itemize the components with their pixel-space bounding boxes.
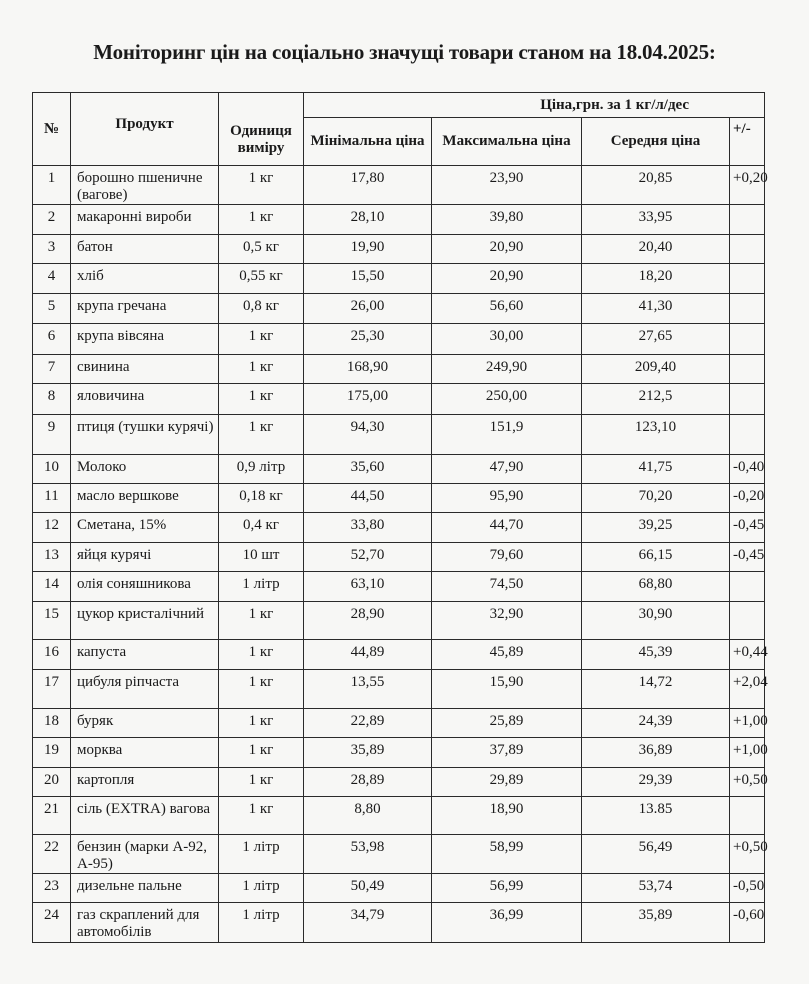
product-name-cell: буряк [71,709,219,738]
table-row [33,415,765,455]
header-unit: Одиниця виміру [219,93,304,166]
unit-cell: 1 літр [219,874,304,903]
min-price-cell: 168,90 [304,355,432,384]
table-row [33,640,765,670]
header-price-group: Ціна,грн. за 1 кг/л/дес [304,93,765,118]
min-price-cell: 44,50 [304,484,432,513]
table-row [33,670,765,709]
product-name-cell: батон [71,235,219,264]
row-number-cell: 5 [33,294,71,324]
table-row [33,235,765,264]
avg-price-cell: 70,20 [582,484,730,513]
unit-cell: 1 кг [219,415,304,455]
row-number-cell: 14 [33,572,71,602]
avg-price-cell: 13.85 [582,797,730,835]
min-price-cell: 15,50 [304,264,432,294]
avg-price-cell: 209,40 [582,355,730,384]
max-price-cell: 37,89 [432,738,582,768]
row-number-cell: 9 [33,415,71,455]
unit-cell: 1 кг [219,602,304,640]
min-price-cell: 63,10 [304,572,432,602]
product-name-cell: бензин (марки А-92, А-95) [71,835,219,874]
row-number-cell: 24 [33,903,71,943]
product-name-cell: сіль (EXTRA) вагова [71,797,219,835]
table-row [33,903,765,943]
min-price-cell: 33,80 [304,513,432,543]
price-change-cell [730,294,765,324]
unit-cell: 1 кг [219,355,304,384]
product-name-cell: яйця курячі [71,543,219,572]
product-name-cell: макаронні вироби [71,205,219,235]
min-price-cell: 53,98 [304,835,432,874]
product-name-cell: олія соняшникова [71,572,219,602]
unit-cell: 0,55 кг [219,264,304,294]
max-price-cell: 15,90 [432,670,582,709]
product-name-cell: картопля [71,768,219,797]
avg-price-cell: 24,39 [582,709,730,738]
min-price-cell: 17,80 [304,166,432,205]
row-number-cell: 15 [33,602,71,640]
product-name-cell: хліб [71,264,219,294]
max-price-cell: 36,99 [432,903,582,943]
price-change-cell [730,572,765,602]
product-name-cell: крупа вівсяна [71,324,219,355]
table-row [33,355,765,384]
product-name-cell: свинина [71,355,219,384]
unit-cell: 0,9 літр [219,455,304,484]
price-change-cell [730,602,765,640]
max-price-cell: 20,90 [432,264,582,294]
unit-cell: 1 літр [219,572,304,602]
row-number-cell: 22 [33,835,71,874]
row-number-cell: 20 [33,768,71,797]
row-number-cell: 13 [33,543,71,572]
avg-price-cell: 123,10 [582,415,730,455]
min-price-cell: 34,79 [304,903,432,943]
unit-cell: 1 кг [219,709,304,738]
table-row [33,264,765,294]
max-price-cell: 151,9 [432,415,582,455]
avg-price-cell: 18,20 [582,264,730,294]
min-price-cell: 35,60 [304,455,432,484]
price-change-cell [730,324,765,355]
max-price-cell: 250,00 [432,384,582,415]
header-avg-price: Середня ціна [582,118,730,166]
unit-cell: 0,5 кг [219,235,304,264]
table-row [33,205,765,235]
price-change-cell: -0,20 [730,484,765,513]
header-product: Продукт [71,93,219,166]
price-change-cell [730,205,765,235]
avg-price-cell: 53,74 [582,874,730,903]
min-price-cell: 50,49 [304,874,432,903]
min-price-cell: 22,89 [304,709,432,738]
max-price-cell: 47,90 [432,455,582,484]
price-change-cell [730,384,765,415]
max-price-cell: 25,89 [432,709,582,738]
avg-price-cell: 20,85 [582,166,730,205]
avg-price-cell: 41,75 [582,455,730,484]
row-number-cell: 6 [33,324,71,355]
table-row [33,384,765,415]
price-change-cell: +0,20 [730,166,765,205]
unit-cell: 1 кг [219,768,304,797]
avg-price-cell: 29,39 [582,768,730,797]
max-price-cell: 20,90 [432,235,582,264]
min-price-cell: 94,30 [304,415,432,455]
row-number-cell: 4 [33,264,71,294]
avg-price-cell: 14,72 [582,670,730,709]
product-name-cell: газ скраплений для автомобілів [71,903,219,943]
min-price-cell: 8,80 [304,797,432,835]
table-row [33,572,765,602]
price-change-cell: +0,50 [730,835,765,874]
product-name-cell: масло вершкове [71,484,219,513]
unit-cell: 1 кг [219,205,304,235]
table-header [33,93,765,166]
table-row [33,874,765,903]
min-price-cell: 25,30 [304,324,432,355]
min-price-cell: 19,90 [304,235,432,264]
price-change-cell: +1,00 [730,738,765,768]
product-name-cell: Молоко [71,455,219,484]
price-change-cell: -0,45 [730,513,765,543]
product-name-cell: морква [71,738,219,768]
price-change-cell [730,797,765,835]
row-number-cell: 7 [33,355,71,384]
header-num: № [33,93,71,166]
table-row [33,543,765,572]
table-row [33,324,765,355]
min-price-cell: 175,00 [304,384,432,415]
min-price-cell: 28,89 [304,768,432,797]
max-price-cell: 74,50 [432,572,582,602]
unit-cell: 10 шт [219,543,304,572]
min-price-cell: 26,00 [304,294,432,324]
product-name-cell: Сметана, 15% [71,513,219,543]
avg-price-cell: 33,95 [582,205,730,235]
price-change-cell: -0,60 [730,903,765,943]
max-price-cell: 29,89 [432,768,582,797]
table-row [33,835,765,874]
product-name-cell: борошно пшеничне (вагове) [71,166,219,205]
row-number-cell: 23 [33,874,71,903]
row-number-cell: 1 [33,166,71,205]
table-row [33,455,765,484]
price-change-cell [730,235,765,264]
table-row [33,294,765,324]
min-price-cell: 35,89 [304,738,432,768]
table-body [33,166,768,943]
header-max-price: Максимальна ціна [432,118,582,166]
avg-price-cell: 36,89 [582,738,730,768]
price-change-cell [730,415,765,455]
max-price-cell: 58,99 [432,835,582,874]
row-number-cell: 16 [33,640,71,670]
table-row [33,768,765,797]
min-price-cell: 28,90 [304,602,432,640]
table-row [33,797,765,835]
avg-price-cell: 56,49 [582,835,730,874]
min-price-cell: 13,55 [304,670,432,709]
max-price-cell: 23,90 [432,166,582,205]
table-row [33,602,765,640]
unit-cell: 0,18 кг [219,484,304,513]
price-change-cell: +1,00 [730,709,765,738]
price-change-cell: -0,50 [730,874,765,903]
unit-cell: 0,8 кг [219,294,304,324]
product-name-cell: дизельне пальне [71,874,219,903]
unit-cell: 1 кг [219,384,304,415]
row-number-cell: 19 [33,738,71,768]
page-title: Моніторинг цін на соціально значущі товари станом на 18.04.2025: [93,40,716,64]
unit-cell: 1 кг [219,797,304,835]
product-name-cell: цибуля ріпчаста [71,670,219,709]
price-change-cell [730,264,765,294]
max-price-cell: 56,99 [432,874,582,903]
unit-cell: 1 кг [219,738,304,768]
product-name-cell: крупа гречана [71,294,219,324]
min-price-cell: 44,89 [304,640,432,670]
avg-price-cell: 212,5 [582,384,730,415]
avg-price-cell: 35,89 [582,903,730,943]
unit-cell: 1 кг [219,670,304,709]
price-change-cell: -0,40 [730,455,765,484]
row-number-cell: 8 [33,384,71,415]
unit-cell: 1 кг [219,640,304,670]
price-change-cell: +0,44 [730,640,765,670]
price-table [32,92,768,943]
avg-price-cell: 41,30 [582,294,730,324]
max-price-cell: 249,90 [432,355,582,384]
avg-price-cell: 45,39 [582,640,730,670]
product-name-cell: капуста [71,640,219,670]
table-row [33,166,765,205]
row-number-cell: 17 [33,670,71,709]
avg-price-cell: 68,80 [582,572,730,602]
unit-cell: 0,4 кг [219,513,304,543]
avg-price-cell: 27,65 [582,324,730,355]
price-change-cell: +0,50 [730,768,765,797]
max-price-cell: 79,60 [432,543,582,572]
table-row [33,738,765,768]
product-name-cell: цукор кристалічний [71,602,219,640]
header-min-price: Мінімальна ціна [304,118,432,166]
row-number-cell: 2 [33,205,71,235]
unit-cell: 1 літр [219,835,304,874]
row-number-cell: 10 [33,455,71,484]
price-change-cell: -0,45 [730,543,765,572]
min-price-cell: 28,10 [304,205,432,235]
row-number-cell: 11 [33,484,71,513]
product-name-cell: птиця (тушки курячі) [71,415,219,455]
max-price-cell: 56,60 [432,294,582,324]
avg-price-cell: 20,40 [582,235,730,264]
row-number-cell: 18 [33,709,71,738]
unit-cell: 1 літр [219,903,304,943]
price-change-cell: +2,04 [730,670,765,709]
max-price-cell: 44,70 [432,513,582,543]
avg-price-cell: 30,90 [582,602,730,640]
table-row [33,484,765,513]
max-price-cell: 30,00 [432,324,582,355]
table-row [33,709,765,738]
max-price-cell: 39,80 [432,205,582,235]
max-price-cell: 18,90 [432,797,582,835]
min-price-cell: 52,70 [304,543,432,572]
unit-cell: 1 кг [219,324,304,355]
max-price-cell: 32,90 [432,602,582,640]
product-name-cell: яловичина [71,384,219,415]
avg-price-cell: 39,25 [582,513,730,543]
unit-cell: 1 кг [219,166,304,205]
header-change: +/- [730,118,765,166]
max-price-cell: 95,90 [432,484,582,513]
price-change-cell [730,355,765,384]
max-price-cell: 45,89 [432,640,582,670]
avg-price-cell: 66,15 [582,543,730,572]
row-number-cell: 12 [33,513,71,543]
row-number-cell: 21 [33,797,71,835]
table-row [33,513,765,543]
row-number-cell: 3 [33,235,71,264]
